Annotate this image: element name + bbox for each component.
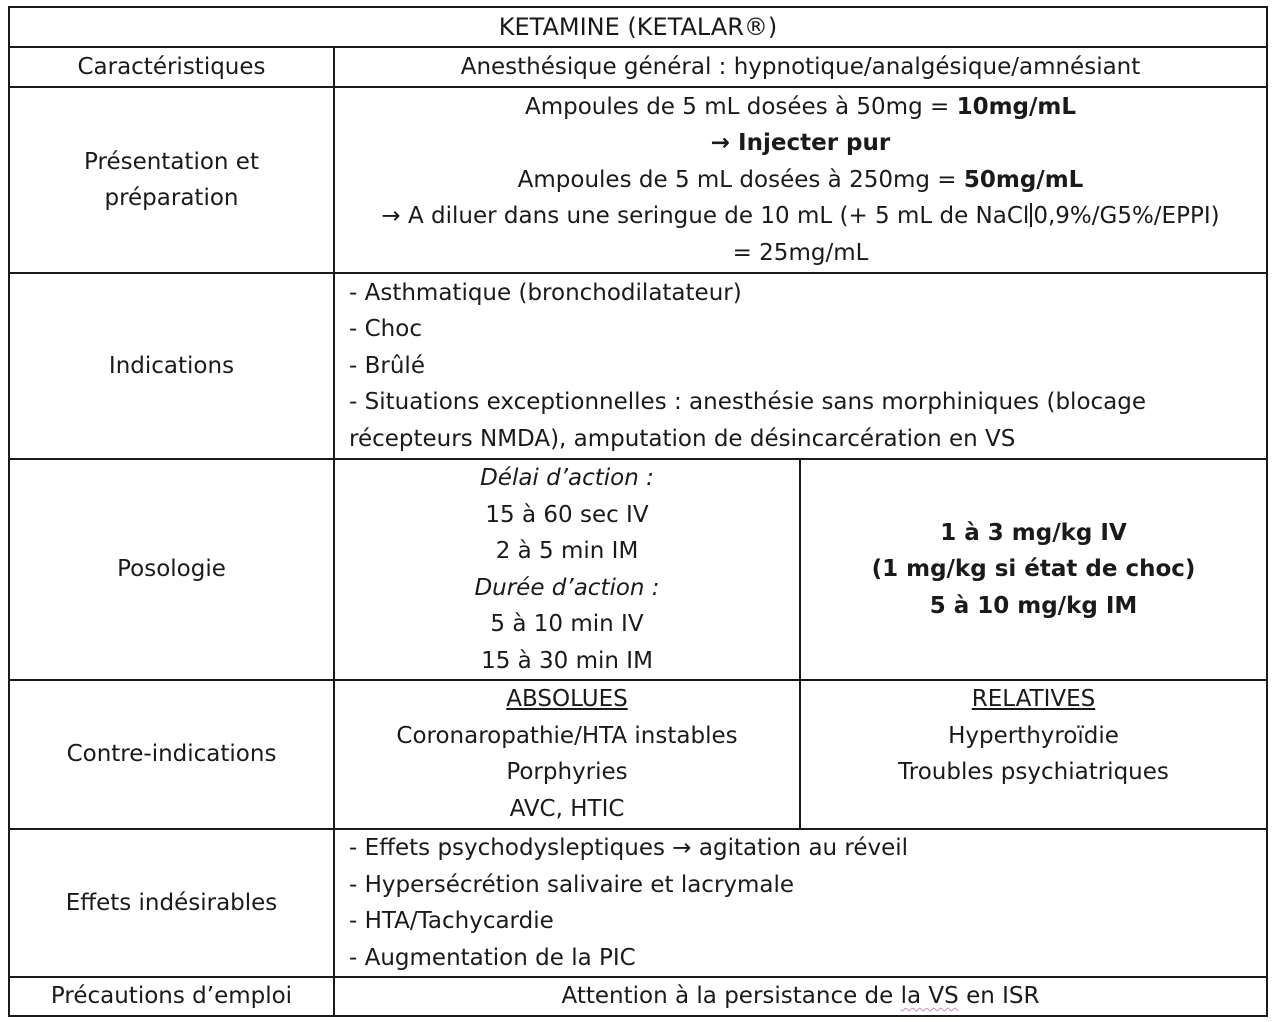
absolues-header: ABSOLUES [506,686,628,712]
value-indications [334,273,1267,459]
label-contre-indications: Contre-indications [9,680,334,829]
presentation-line3-text: Ampoules de 5 mL dosées à 250mg = [517,166,964,193]
presentation-line4 [347,198,1254,235]
row-caracteristiques [9,47,1267,87]
list-item: - Hypersécrétion salivaire et lacrymale [349,871,795,898]
list-item: - Choc [349,316,422,343]
table-title: KETAMINE (KETALAR®) [9,7,1267,47]
label-precautions: Précautions d’emploi [9,977,334,1016]
list-item: Hyperthyroïdie [948,722,1119,749]
presentation-line1-bold: 10mg/mL [956,93,1077,120]
delai-im: 2 à 5 min IM [495,538,639,564]
posologie-delais [334,459,800,680]
row-indications [9,273,1267,459]
dose-line1: 1 à 3 mg/kg IV [940,519,1127,546]
presentation-line1-text: Ampoules de 5 mL dosées à 50mg = [524,93,957,120]
label-presentation [9,87,334,273]
duree-im: 15 à 30 min IM [481,647,653,674]
row-precautions [9,977,1267,1016]
ketamine-table [8,6,1268,1017]
label-effets: Effets indésirables [9,829,334,977]
label-presentation-line2: préparation [104,185,239,211]
value-effets [334,829,1267,977]
delai-iv: 15 à 60 sec IV [485,501,649,528]
duree-label: Durée d’action : [474,574,660,601]
list-item: - Augmentation de la PIC [349,944,636,971]
presentation-line2: → Injecter pur [710,130,891,157]
presentation-line4-text-a: → A diluer dans une seringue de 10 mL (+ 5 mL de NaCl [381,203,1030,230]
list-item: Troubles psychiatriques [898,759,1169,785]
list-item: - HTA/Tachycardie [349,908,554,934]
row-effets [9,829,1267,977]
contre-indications-relatives [800,680,1267,829]
list-item: AVC, HTIC [509,795,625,822]
row-posologie [9,459,1267,680]
list-item: - Situations exceptionnelles : anesthésie sans morphiniques (blocage [349,389,1147,416]
label-posologie: Posologie [9,459,334,680]
list-item: - Effets psychodysleptiques → agitation au réveil [349,835,909,861]
label-caracteristiques: Caractéristiques [9,47,334,87]
row-presentation [9,87,1267,273]
presentation-line3-bold: 50mg/mL [963,166,1084,193]
precautions-text-b: la VS [900,983,959,1009]
list-item: Coronaropathie/HTA instables [396,722,738,749]
title-row [9,7,1267,47]
dose-line3: 5 à 10 mg/kg IM [929,592,1138,619]
presentation-line4-text-b: 0,9%/G5%/EPPI) [1033,203,1220,230]
precautions-text-a: Attention à la persistance de [561,983,901,1009]
contre-indications-absolues [334,680,800,829]
label-indications: Indications [9,273,334,459]
list-item: récepteurs NMDA), amputation de désincarcération en VS [349,425,1016,452]
posologie-doses [800,459,1267,680]
duree-iv: 5 à 10 min IV [490,611,644,637]
relatives-header: RELATIVES [971,686,1096,712]
value-presentation [334,87,1267,273]
presentation-line5: = 25mg/mL [732,239,869,266]
text-cursor [1030,203,1032,227]
value-precautions [334,977,1267,1016]
presentation-line1 [347,89,1254,126]
precautions-text-c: en ISR [958,983,1040,1009]
list-item: - Asthmatique (bronchodilatateur) [349,279,742,306]
delai-label: Délai d’action : [480,465,654,491]
label-presentation-line1: Présentation et [84,148,259,175]
row-contre-indications [9,680,1267,829]
presentation-line3 [347,162,1254,199]
value-caracteristiques: Anesthésique général : hypnotique/analgésique/amnésiant [334,47,1267,87]
list-item: Porphyries [506,759,628,785]
dose-line2: (1 mg/kg si état de choc) [871,556,1196,583]
list-item: - Brûlé [349,352,425,379]
